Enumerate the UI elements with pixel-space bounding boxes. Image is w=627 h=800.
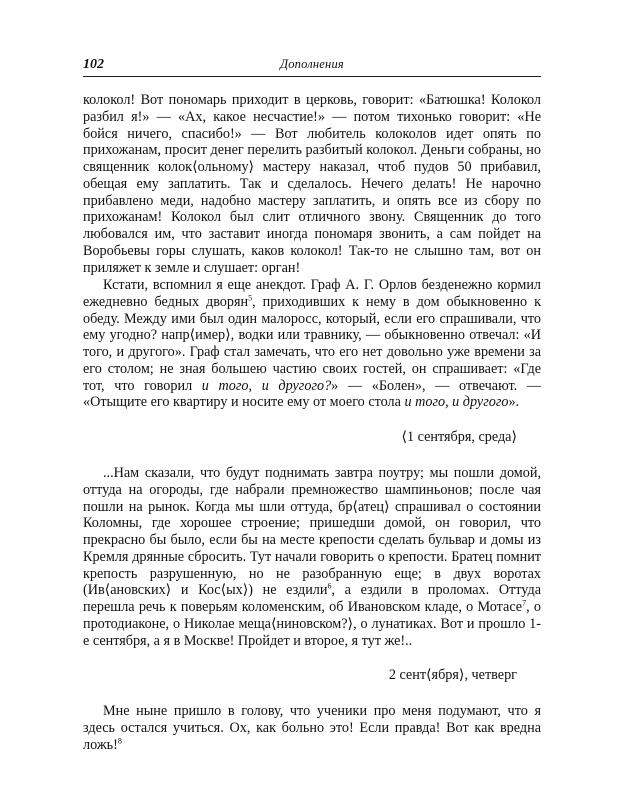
- paragraph-kolomna: [83, 465, 541, 649]
- text-run: колокол! Вот пономарь приходит в церковь, говорит: «Батюшка! Колокол разбил я!» — «Ах, какое несчастие!» — потом тихонько говорит: «Не бойся ничего, спасибо!» — Вот любитель колоколов идет опять по прихожанам, просит денег перелить разбитый колокол. Деньги собраны, но священник колок⟨ольному⟩ мастеру наказал, чтоб пудов 50 прибавил, обещая ему заплатить. Так и сделалось. Нечего делать! Не нарочно прибавлено меди, надобно мастеру заплатить, и опять все из сбору по прихожанам! Колокол был слит отличного звону. Священник до того любовался им, что заставит иногда пономаря звонить, а сам пойдет на Воробьевы горы слушать, каков колокол! Так-то не слышно там, вот он приляжет к земле и слушает: орган!: [83, 92, 541, 276]
- paragraph-text: [83, 92, 541, 276]
- text-run: , а ездили в проломах. Оттуда перешла речь к поверьям коломенским, об Ивановском кладе, о Мотасе: [83, 582, 541, 615]
- diary-date-heading: 2 сент⟨ября⟩, четверг: [388, 667, 517, 683]
- text-run: Кстати, вспомнил я еще анекдот. Граф А. Г. Орлов безденежно кормил ежедневно бедных дворян: [83, 277, 541, 310]
- running-title: Дополнения: [280, 57, 344, 71]
- paragraph-students: [83, 703, 541, 753]
- paragraph-text: [83, 703, 541, 753]
- footnote-marker[interactable]: 6: [327, 581, 332, 591]
- text-run: » — «Болен», — отвечают. — «Отыщите его квартиру и носите ему от моего стола: [83, 377, 541, 411]
- text-run: , приходивших к нему в дом обыкновенно к обеду. Между ими был один малоросс, который, если его спрашивали, что ему угодно? напр⟨имер⟩, водки или травнику, — обыкновенно отвечал: «И того, и другого». Граф стал замечать, что его нет довольно уже времени за его столом; не зная большею частию своих гостей, он спрашивает: «Где тот, что говорил: [83, 293, 541, 394]
- italic-run: и того, и другого?: [201, 377, 332, 394]
- text-run: ...Нам сказали, что будут поднимать завтра поутру; мы пошли домой, оттуда на огороды, где набрали премножество шампиньонов; после чая пошли на рынок. Когда мы шли оттуда, бр⟨атец⟩ спрашивал о состоянии Коломны, где хорошее строение; пришедши домой, он говорил, что прекрасно бы было, если бы на месте крепости сделать бульвар и домы из Кремля дрянные сбросить. Тут начали говорить о крепости. Братец помнит крепость разрушенную, но не разобранную еще; в двух воротах (Ив⟨ановских⟩ и Кос⟨ых⟩) не ездили: [83, 465, 541, 599]
- footnote-marker[interactable]: 8: [117, 735, 122, 745]
- page-number: 102: [83, 57, 104, 72]
- paragraph-bell-story: [83, 92, 541, 276]
- paragraph-text: [83, 277, 541, 411]
- footnote-marker[interactable]: 7: [522, 598, 527, 608]
- text-run: Мне ныне пришло в голову, что ученики про меня подумают, что я здесь остался учиться. Ох, как больно это! Если правда! Вот как вредна ложь!: [83, 703, 541, 753]
- footnote-marker[interactable]: 5: [248, 293, 253, 303]
- italic-run: и того, и другого: [404, 394, 509, 411]
- paragraph-text: [83, 465, 541, 649]
- paragraph-orlov-anecdote: [83, 277, 541, 411]
- page-header: [83, 54, 541, 77]
- text-run: ».: [508, 394, 520, 411]
- diary-date-heading: ⟨1 сентября, среда⟩: [401, 429, 517, 445]
- text-run: , о протодиаконе, о Николае меща⟨ниновском?⟩, о лунатиках. Вот и прошло 1-е сентября, а я в Москве! Пройдет и второе, я тут же!..: [83, 599, 541, 649]
